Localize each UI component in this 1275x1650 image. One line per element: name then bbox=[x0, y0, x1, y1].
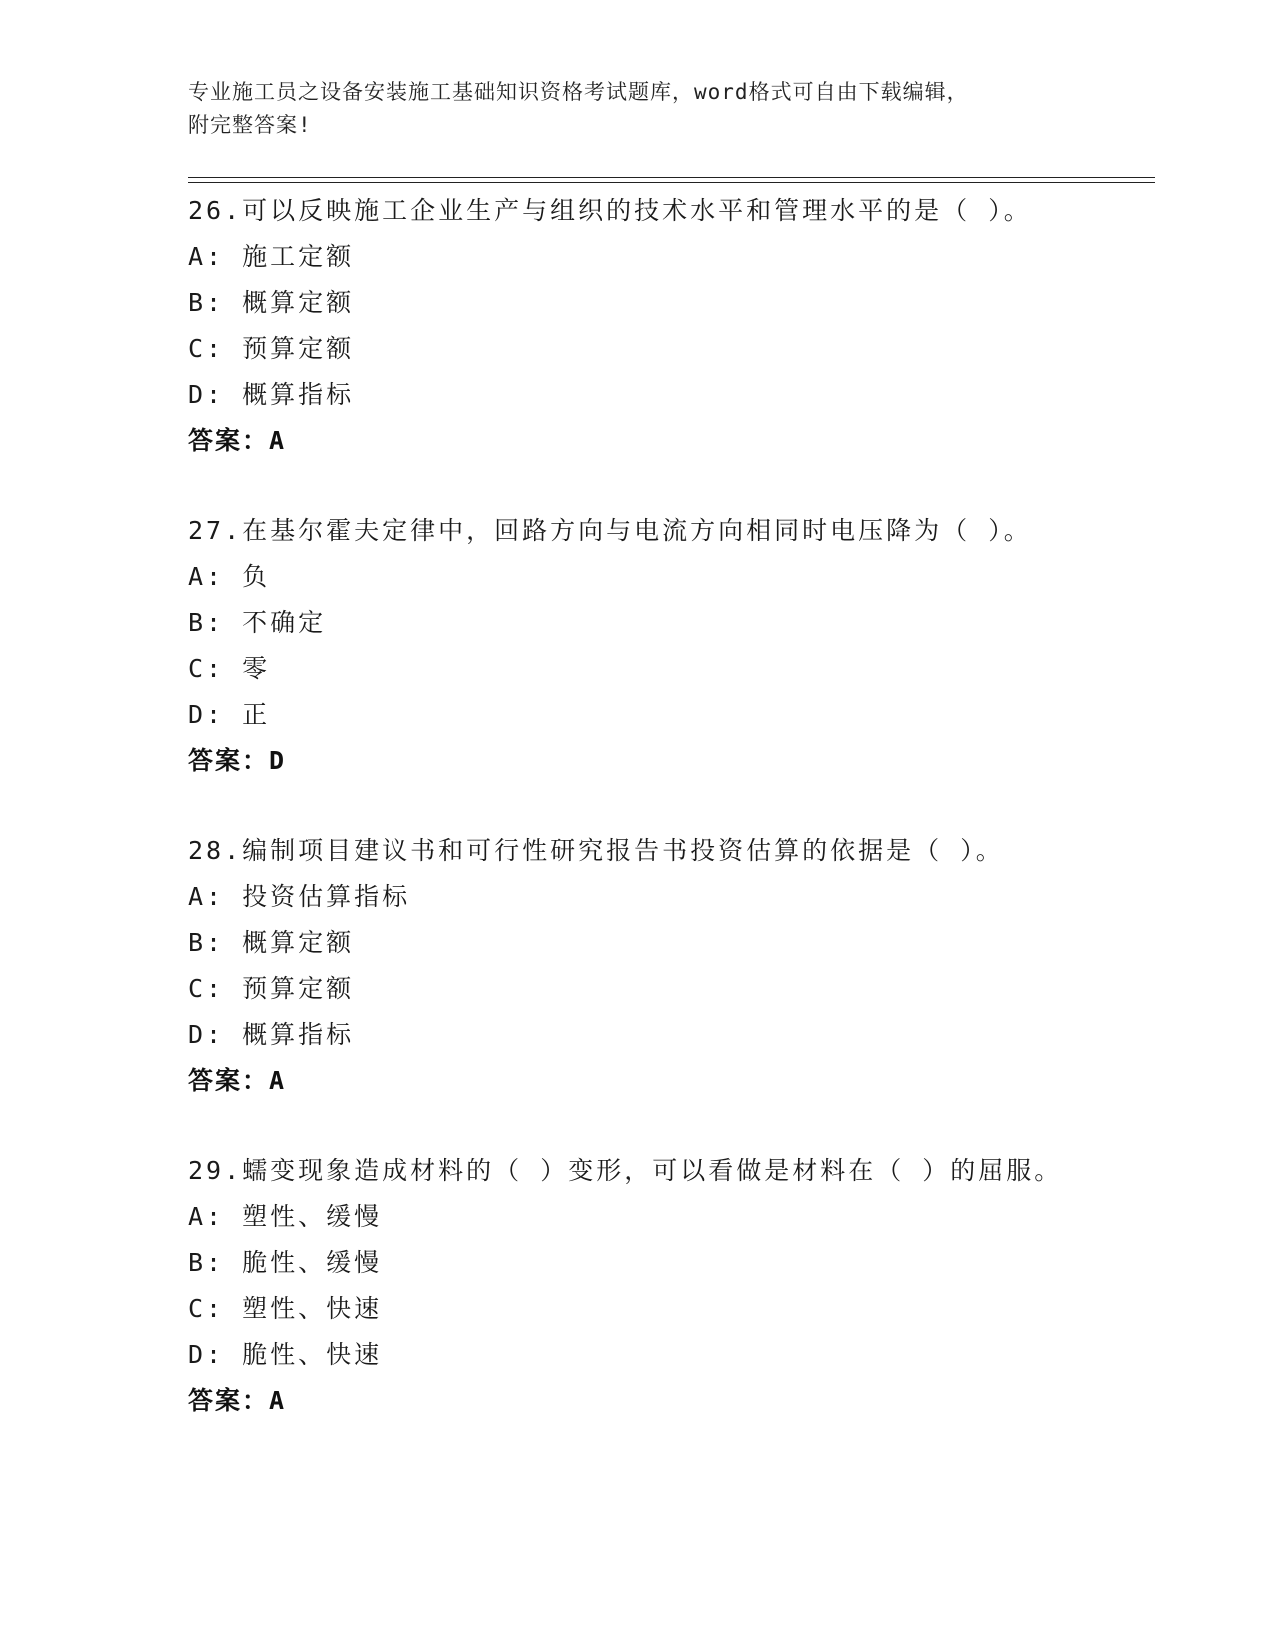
question-27 bbox=[188, 508, 1148, 784]
option-d: D: 概算指标 bbox=[188, 1020, 355, 1049]
option-a: A: 塑性、缓慢 bbox=[188, 1202, 383, 1231]
option-a: A: 负 bbox=[188, 562, 271, 591]
answer: 答案：A bbox=[188, 426, 287, 455]
option-b: B: 概算定额 bbox=[188, 288, 355, 317]
option-b: B: 脆性、缓慢 bbox=[188, 1248, 383, 1277]
question-28 bbox=[188, 828, 1148, 1104]
document-header bbox=[188, 76, 1088, 142]
option-b: B: 不确定 bbox=[188, 608, 327, 637]
option-c: C: 预算定额 bbox=[188, 974, 355, 1003]
answer: 答案：D bbox=[188, 746, 287, 775]
question-stem: 29.蠕变现象造成材料的（ ）变形，可以看做是材料在（ ）的屈服。 bbox=[188, 1156, 1063, 1185]
question-26 bbox=[188, 188, 1148, 464]
header-divider-bottom bbox=[188, 182, 1155, 183]
option-d: D: 脆性、快速 bbox=[188, 1340, 383, 1369]
header-divider-top bbox=[188, 177, 1155, 178]
question-29 bbox=[188, 1148, 1148, 1424]
question-stem: 27.在基尔霍夫定律中，回路方向与电流方向相同时电压降为（ ）。 bbox=[188, 516, 1032, 545]
option-d: D: 正 bbox=[188, 700, 271, 729]
option-c: C: 零 bbox=[188, 654, 271, 683]
header-line-1: 专业施工员之设备安装施工基础知识资格考试题库，word格式可自由下载编辑， bbox=[188, 80, 969, 104]
question-stem: 26.可以反映施工企业生产与组织的技术水平和管理水平的是（ ）。 bbox=[188, 196, 1032, 225]
answer: 答案：A bbox=[188, 1386, 287, 1415]
option-a: A: 投资估算指标 bbox=[188, 882, 411, 911]
option-a: A: 施工定额 bbox=[188, 242, 355, 271]
option-c: C: 塑性、快速 bbox=[188, 1294, 383, 1323]
option-b: B: 概算定额 bbox=[188, 928, 355, 957]
header-line-2: 附完整答案! bbox=[188, 113, 312, 137]
option-d: D: 概算指标 bbox=[188, 380, 355, 409]
option-c: C: 预算定额 bbox=[188, 334, 355, 363]
question-stem: 28.编制项目建议书和可行性研究报告书投资估算的依据是（ ）。 bbox=[188, 836, 1004, 865]
answer: 答案：A bbox=[188, 1066, 287, 1095]
